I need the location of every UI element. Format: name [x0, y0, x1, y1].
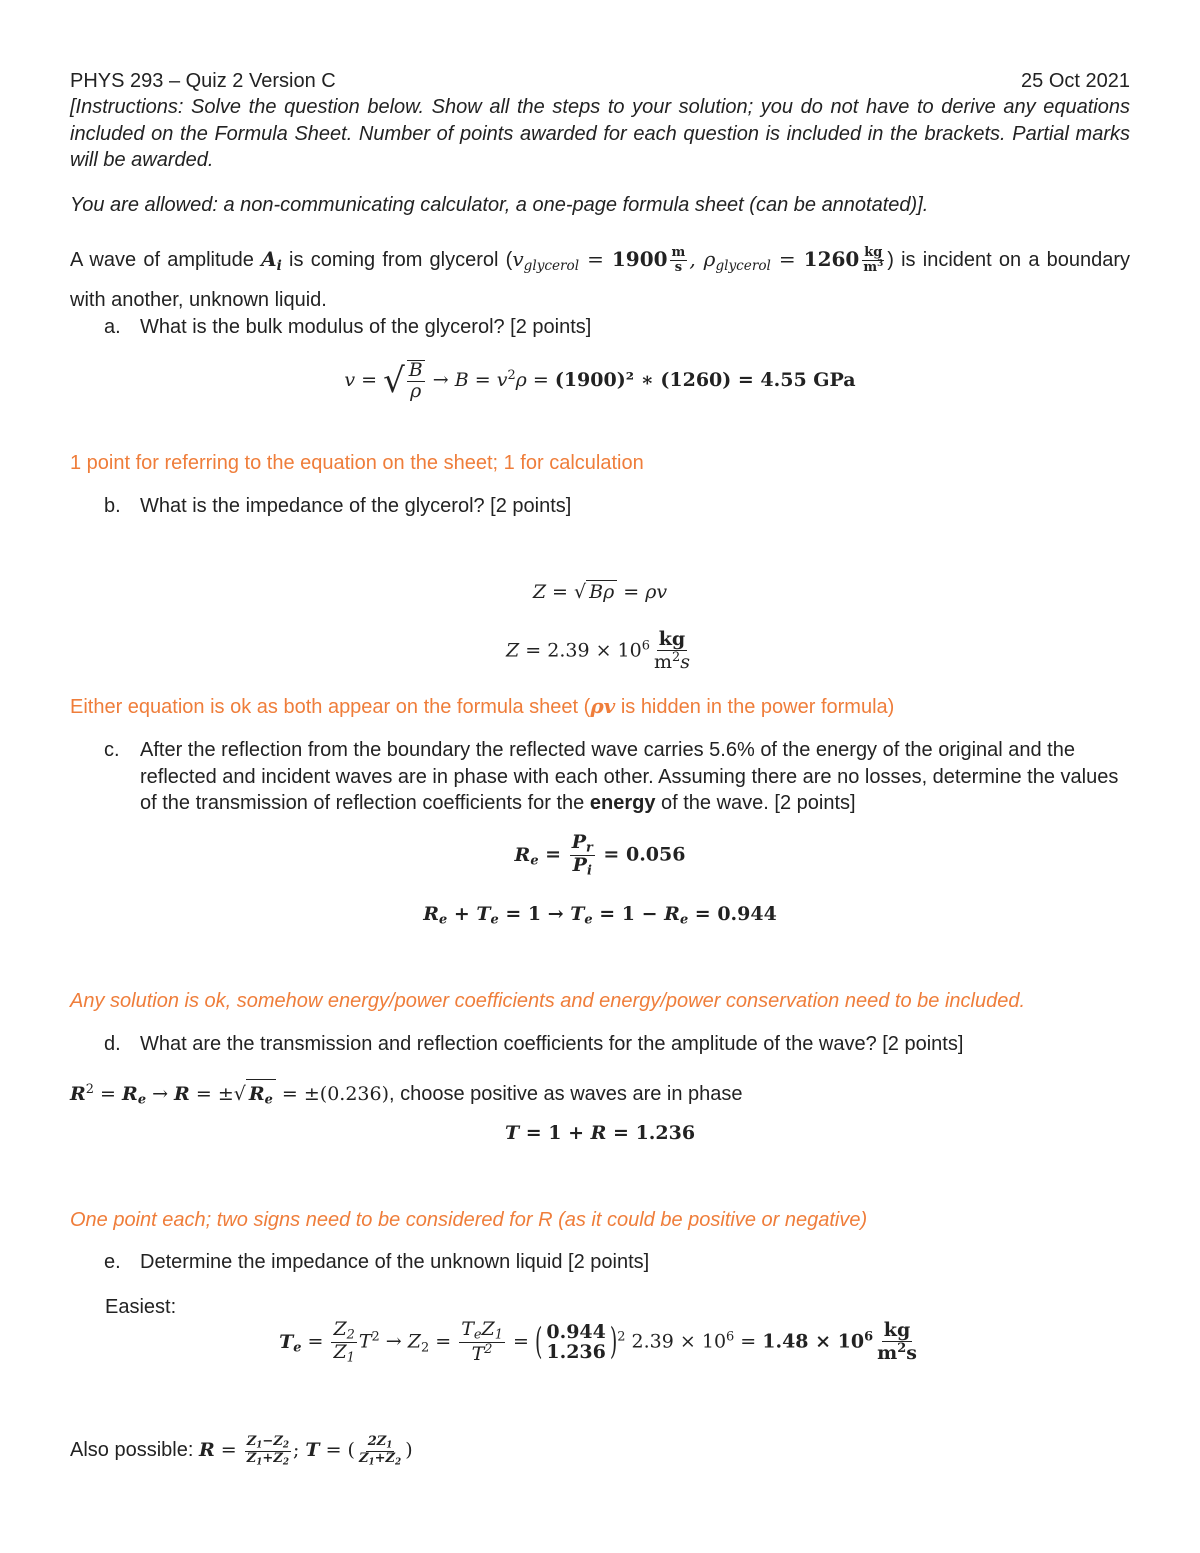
header-row	[70, 68, 1130, 94]
e-fraction-den: 1.236	[546, 1340, 606, 1363]
te-value: 0.944	[717, 903, 777, 925]
problem-intro-a: A wave of amplitude	[70, 249, 254, 271]
amplitude-reflection-line: $R^2 = R_e \to R$ = ±√ $R_e = \pm(0.236)$, choose positive as waves are in phase	[70, 1076, 743, 1115]
velocity-expression: $v_{glycerol} = 1900$ $\frac{m}{s}$ , $\rho_{glycerol} = 1260$ $\frac{kg}{m^3}$	[512, 244, 884, 276]
e-fraction-num: 0.944	[546, 1320, 606, 1343]
bulk-modulus-equation: v = √ $\frac{B}{\rho}$ → $B = v^2\rho = (1900)^2$ ∗ (1260) = 4.55 GPa	[344, 359, 856, 402]
density-value: 1260	[803, 247, 860, 271]
r-value: ±(0.236)	[303, 1083, 390, 1106]
energy-conservation-equation: $R_e + T_e = 1 \to T_e = 1 - R_e = 0.944$	[423, 903, 777, 928]
part-b-note: Either equation is ok as both appear on the formula sheet (ρv is hidden in the power formula)	[70, 694, 895, 718]
part-e-label: e.	[104, 1251, 121, 1273]
part-b-label: b.	[104, 495, 121, 517]
part-b-note-b: is hidden in the power formula)	[620, 696, 895, 718]
part-b-text: What is the impedance of the glycerol? [2 points]	[140, 495, 572, 517]
problem-intro-c: ) is incident on a boundary with another, unknown liquid.	[70, 249, 1131, 311]
impedance-equation: Z = √ Bρ = ρv	[532, 581, 668, 603]
part-a-text: What is the bulk modulus of the glycerol? [2 points]	[140, 316, 592, 338]
part-a-label: a.	[104, 316, 121, 338]
unknown-impedance-equation: $T_e$ = $\frac{Z_2}{Z_1}$ $T^2 \to Z_2$ = $\frac{T_eZ_1}{T^2}$ = ( 0.944 1.236 )$^2$ $2.39 \times 10^6 = 1.48 \times 10^6$ $\frac{kg}{m^2s}$	[279, 1318, 917, 1366]
also-possible-line: Also possible: R = $\frac{Z_1-Z_2}{Z_1+Z_2}$ ; T = ( $\frac{2Z_1}{Z_1+Z_2}$ )	[70, 1433, 413, 1467]
part-c-bold: energy	[589, 792, 656, 814]
part-b-note-a: Either equation is ok as both appear on the formula sheet (	[70, 696, 591, 718]
energy-reflection-equation: $R_e$ = $\frac{P_r}{P_i}$ = 0.056	[514, 831, 686, 879]
re-value: 0.056	[625, 843, 686, 866]
problem-intro-b: is coming from glycerol (	[289, 249, 513, 271]
part-c-note: Any solution is ok, somehow energy/power coefficients and energy/power conservation need to be included.	[70, 990, 1026, 1012]
also-possible-label: Also possible:	[70, 1439, 194, 1461]
part-d-text: What are the transmission and reflection coefficients for the amplitude of the wave? [2 points]	[140, 1033, 964, 1055]
part-c-text-a: After the reflection from the boundary the reflected wave carries 5.6% of the energy of the original and the reflected and incident waves are in phase with each other. Assuming there are no losses, determine the values of the transmission of reflection coefficients for the	[140, 739, 1119, 814]
bulk-modulus-result: (1900)² ∗ (1260) = 4.55 GPa	[554, 368, 856, 391]
part-d-label: d.	[104, 1033, 121, 1055]
impedance-value-equation: $Z = 2.39 \times 10^6$ $\frac{kg}{m^2s}$	[506, 628, 690, 674]
part-c-label: c.	[104, 739, 120, 761]
r-explanation: , choose positive as waves are in phase	[389, 1083, 743, 1106]
velocity-value: 1900	[611, 247, 668, 271]
e-mid-value: 2.39 × 10	[631, 1330, 727, 1353]
part-d-note: One point each; two signs need to be considered for R (as it could be positive or negative)	[70, 1209, 868, 1231]
allowed-text: You are allowed: a non-communicating calculator, a one-page formula sheet (can be annotated)].	[70, 193, 929, 216]
part-a-note: 1 point for referring to the equation on the sheet; 1 for calculation	[70, 452, 644, 474]
t-value: 1.236	[635, 1122, 696, 1144]
part-d-question	[70, 1031, 1130, 1058]
part-c-question	[70, 737, 1130, 817]
instructions-text: [Instructions: Solve the question below. Show all the steps to your solution; you do not have to derive any equations included on the Formula Sheet. Number of points awarded for each question is included in the brackets. Partial marks will be awarded.	[70, 96, 1130, 171]
problem-intro	[70, 242, 1130, 317]
quiz-date: 25 Oct 2021	[1021, 70, 1130, 92]
part-c-text	[140, 737, 1130, 817]
document-page	[70, 68, 1130, 317]
e-result-value: 1.48 × 10	[762, 1330, 865, 1353]
part-a-question	[70, 314, 1130, 341]
easiest-label: Easiest:	[105, 1296, 177, 1318]
impedance-value: 2.39 × 10	[547, 639, 642, 662]
course-title: PHYS 293 – Quiz 2 Version C	[70, 70, 336, 92]
part-b-question	[70, 493, 1130, 520]
amplitude-transmission-equation: T = 1 + R = 1.236	[504, 1122, 696, 1144]
amplitude-symbol: $A_i$	[261, 247, 282, 274]
part-e-question	[70, 1249, 1130, 1276]
part-e-text: Determine the impedance of the unknown liquid [2 points]	[140, 1251, 650, 1273]
part-c-text-b: of the wave. [2 points]	[661, 792, 856, 814]
